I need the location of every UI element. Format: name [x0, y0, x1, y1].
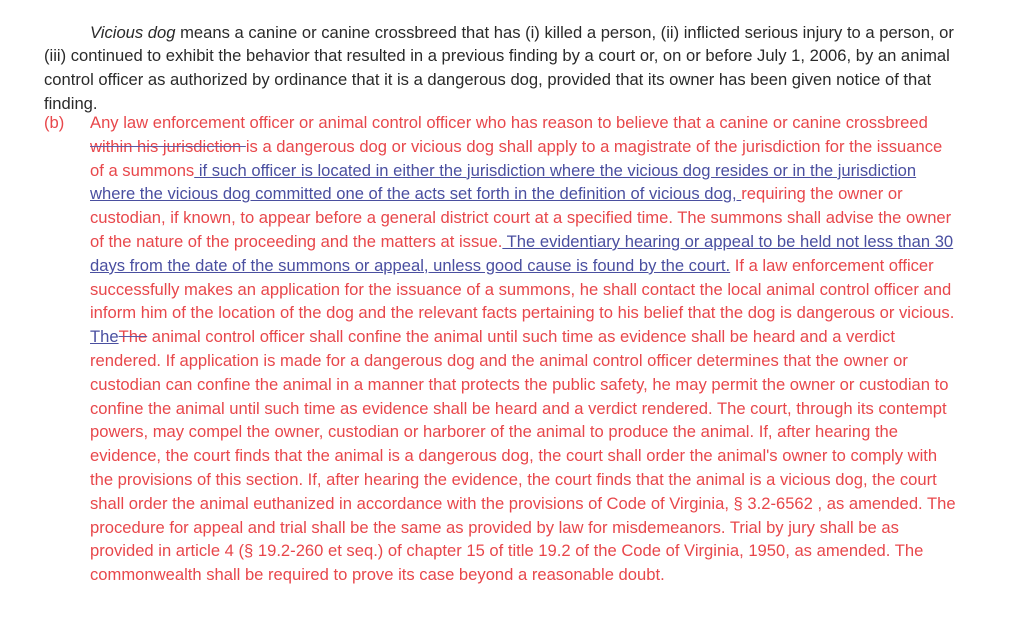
- deleted-text-jurisdiction: within his jurisdiction: [90, 136, 246, 156]
- subsection-text-3: requiring the owner or custodian, if known, to appear before a general district court at a specified time. The summons shall advise the owner of the nature of the proceeding and the matters at issue.: [90, 184, 952, 251]
- deleted-text-the: The: [118, 327, 148, 347]
- subsection-text-1: Any law enforcement officer or animal control officer who has reason to believe that a canine or canine crossbreed: [90, 113, 928, 132]
- vicious-dog-definition: [44, 21, 964, 116]
- subsection-text-2: is a dangerous dog or vicious dog shall apply to a magistrate of the jurisdiction for the issuance of a summons: [90, 136, 943, 180]
- subsection-b-body: [90, 111, 960, 587]
- definition-text: means a canine or canine crossbreed that has (i) killed a person, (ii) inflicted serious injury to a person, or (iii) continued to exhibit the behavior that resulted in a previous finding by a court or, on or before July 1, 2006, by an animal control officer as authorized by ordinance that it is a dangerous dog, provided that its owner has been given notice of that finding.: [44, 22, 954, 113]
- subsection-label: (b): [44, 113, 65, 132]
- subsection-text-5: animal control officer shall confine the animal until such time as evidence shall be heard and a verdict rendered. If application is made for a dangerous dog and the animal control officer determines that the owner or custodian can confine the animal in a manner that protects the public safety, he may permit the owner or custodian to confine the animal until such time as evidence shall be heard and a verdict rendered. The court, through its contempt powers, may compel the owner, custodian or harborer of the animal to produce the animal. If, after hearing the evidence, the court finds that the animal is a dangerous dog, the court shall order the animal's owner to comply with the provisions of this section. If, after hearing the evidence, the court finds that the animal is a vicious dog, the court shall order the animal euthanized in accordance with the provisions of Code of Virginia, § 3.2-6562 , as amended. The procedure for appeal and trial shall be the same as provided by law for misdemeanors. Trial by jury shall be as provided in article 4 (§ 19.2-260 et seq.) of chapter 15 of title 19.2 of the Code of Virginia, 1950, as amended. The commonwealth shall be required to prove its case beyond a reasonable doubt.: [90, 327, 956, 585]
- inserted-text-jurisdiction-clause: if such officer is located in either the jurisdiction where the vicious dog resides or in the jurisdiction where the vicious dog committed one of the acts set forth in the definition of vicious dog,: [90, 160, 917, 204]
- inserted-text-hearing-clause: The evidentiary hearing or appeal to be held not less than 30 days from the date of the summons or appeal, unless good cause is found by the court.: [90, 231, 954, 275]
- inserted-text-the: The: [90, 327, 119, 347]
- definition-term: Vicious dog: [90, 22, 176, 42]
- subsection-text-4: If a law enforcement officer successfully makes an application for the issuance of a summons, he shall contact the local animal control officer and inform him of the location of the dog and the relevant facts pertaining to his belief that the dog is dangerous or vicious.: [90, 255, 955, 323]
